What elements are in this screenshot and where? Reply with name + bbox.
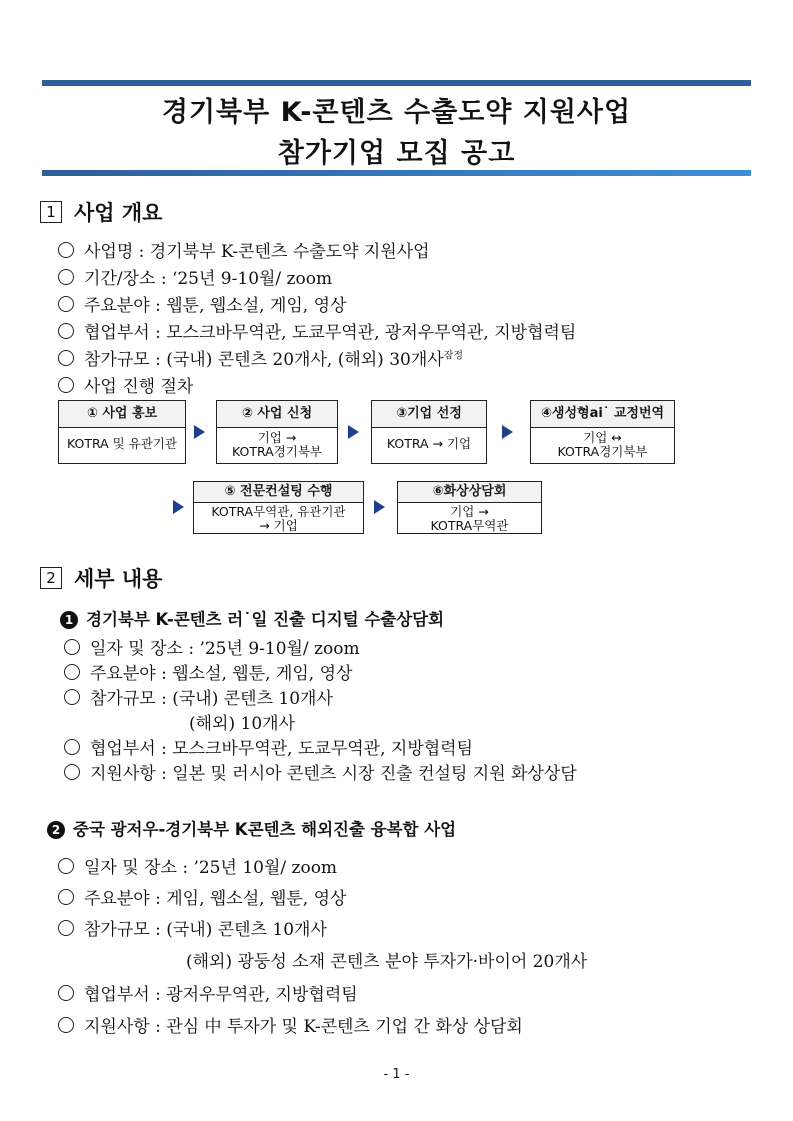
- arrow-right-icon: [374, 500, 385, 514]
- detail-item: 주요분야 : 웹소설, 웹툰, 게임, 영상: [64, 659, 352, 684]
- circle-bullet-icon: [64, 664, 80, 680]
- circle-bullet-icon: [58, 1017, 74, 1033]
- tentative-note: 잠정: [443, 350, 464, 362]
- process-step-3: ③기업 선정 KOTRA → 기업: [371, 400, 487, 464]
- detail-item-continued: (해외) 광둥성 소재 콘텐츠 분야 투자가·바이어 20개사: [186, 952, 588, 972]
- section2-title: 세부 내용: [74, 567, 163, 591]
- page-number: - 1 -: [383, 1067, 410, 1082]
- circle-bullet-icon: [58, 858, 74, 874]
- circle-bullet-icon: [58, 323, 74, 339]
- circle-bullet-icon: [58, 296, 74, 312]
- circle-bullet-icon: [64, 764, 80, 780]
- circle-bullet-icon: [58, 889, 74, 905]
- detail-item: 참가규모 : (국내) 콘텐츠 10개사: [58, 915, 327, 940]
- detail-item: 일자 및 장소 : ’25년 9-10월/ zoom: [64, 634, 360, 659]
- section1-title: 사업 개요: [74, 201, 163, 225]
- overview-item: 참가규모 : (국내) 콘텐츠 20개사, (해외) 30개사$^{잠정}$: [58, 345, 463, 370]
- subsection1-heading: 1 경기북부 K-콘텐츠 러˙일 진출 디지털 수출상담회: [60, 606, 444, 630]
- subsection2-heading: 2 중국 광저우-경기북부 K콘텐츠 해외진출 융복합 사업: [47, 816, 456, 840]
- circle-bullet-icon: [64, 689, 80, 705]
- section2-number: 2: [40, 567, 62, 589]
- detail-item: 협업부서 : 광저우무역관, 지방협력팀: [58, 980, 358, 1005]
- number-bullet-icon: 2: [47, 821, 65, 839]
- arrow-right-icon: [173, 500, 184, 514]
- section1-heading: [40, 197, 162, 227]
- number-bullet-icon: 1: [60, 611, 78, 629]
- title-top-bar: [42, 80, 751, 86]
- detail-item: 지원사항 : 일본 및 러시아 콘텐츠 시장 진출 컨설팅 지원 화상상담: [64, 759, 577, 784]
- overview-item: 협업부서 : 모스크바무역관, 도쿄무역관, 광저우무역관, 지방협력팀: [58, 318, 576, 343]
- circle-bullet-icon: [58, 242, 74, 258]
- circle-bullet-icon: [58, 377, 74, 393]
- process-step-4: ④생성형ai˙ 교정번역 기업 ↔ KOTRA경기북부: [530, 400, 675, 464]
- detail-item: 지원사항 : 관심 中 투자가 및 K-콘텐츠 기업 간 화상 상담회: [58, 1012, 523, 1037]
- arrow-right-icon: [348, 425, 359, 439]
- process-step-6: ⑥화상상담회 기업 → KOTRA무역관: [397, 481, 542, 534]
- circle-bullet-icon: [64, 739, 80, 755]
- detail-item: 일자 및 장소 : ’25년 10월/ zoom: [58, 853, 337, 878]
- circle-bullet-icon: [58, 350, 74, 366]
- process-step-1: ① 사업 홍보 KOTRA 및 유관기관: [58, 400, 186, 464]
- overview-item: 사업 진행 절차: [58, 372, 193, 397]
- detail-item: 주요분야 : 게임, 웹소설, 웹툰, 영상: [58, 884, 346, 909]
- arrow-right-icon: [502, 425, 513, 439]
- detail-item-continued: (해외) 10개사: [189, 714, 295, 734]
- detail-item: 협업부서 : 모스크바무역관, 도쿄무역관, 지방협력팀: [64, 734, 473, 759]
- page-title-line1: 경기북부 K-콘텐츠 수출도약 지원사업: [161, 97, 632, 128]
- section1-number: 1: [40, 201, 62, 223]
- section2-heading: [40, 563, 162, 593]
- circle-bullet-icon: [64, 639, 80, 655]
- overview-item: 주요분야 : 웹툰, 웹소설, 게임, 영상: [58, 291, 346, 316]
- process-step-5: ⑤ 전문컨설팅 수행 KOTRA무역관, 유관기관 → 기업: [193, 481, 364, 534]
- circle-bullet-icon: [58, 920, 74, 936]
- process-step-2: ② 사업 신청 기업 → KOTRA경기북부: [216, 400, 338, 464]
- circle-bullet-icon: [58, 985, 74, 1001]
- overview-item: 사업명 : 경기북부 K-콘텐츠 수출도약 지원사업: [58, 237, 430, 262]
- overview-item: 기간/장소 : ‘25년 9-10월/ zoom: [58, 264, 332, 289]
- circle-bullet-icon: [58, 269, 74, 285]
- page-title-line2: 참가기업 모집 공고: [277, 138, 516, 169]
- detail-item: 참가규모 : (국내) 콘텐츠 10개사: [64, 684, 333, 709]
- arrow-right-icon: [194, 425, 205, 439]
- title-bottom-bar: [42, 170, 751, 176]
